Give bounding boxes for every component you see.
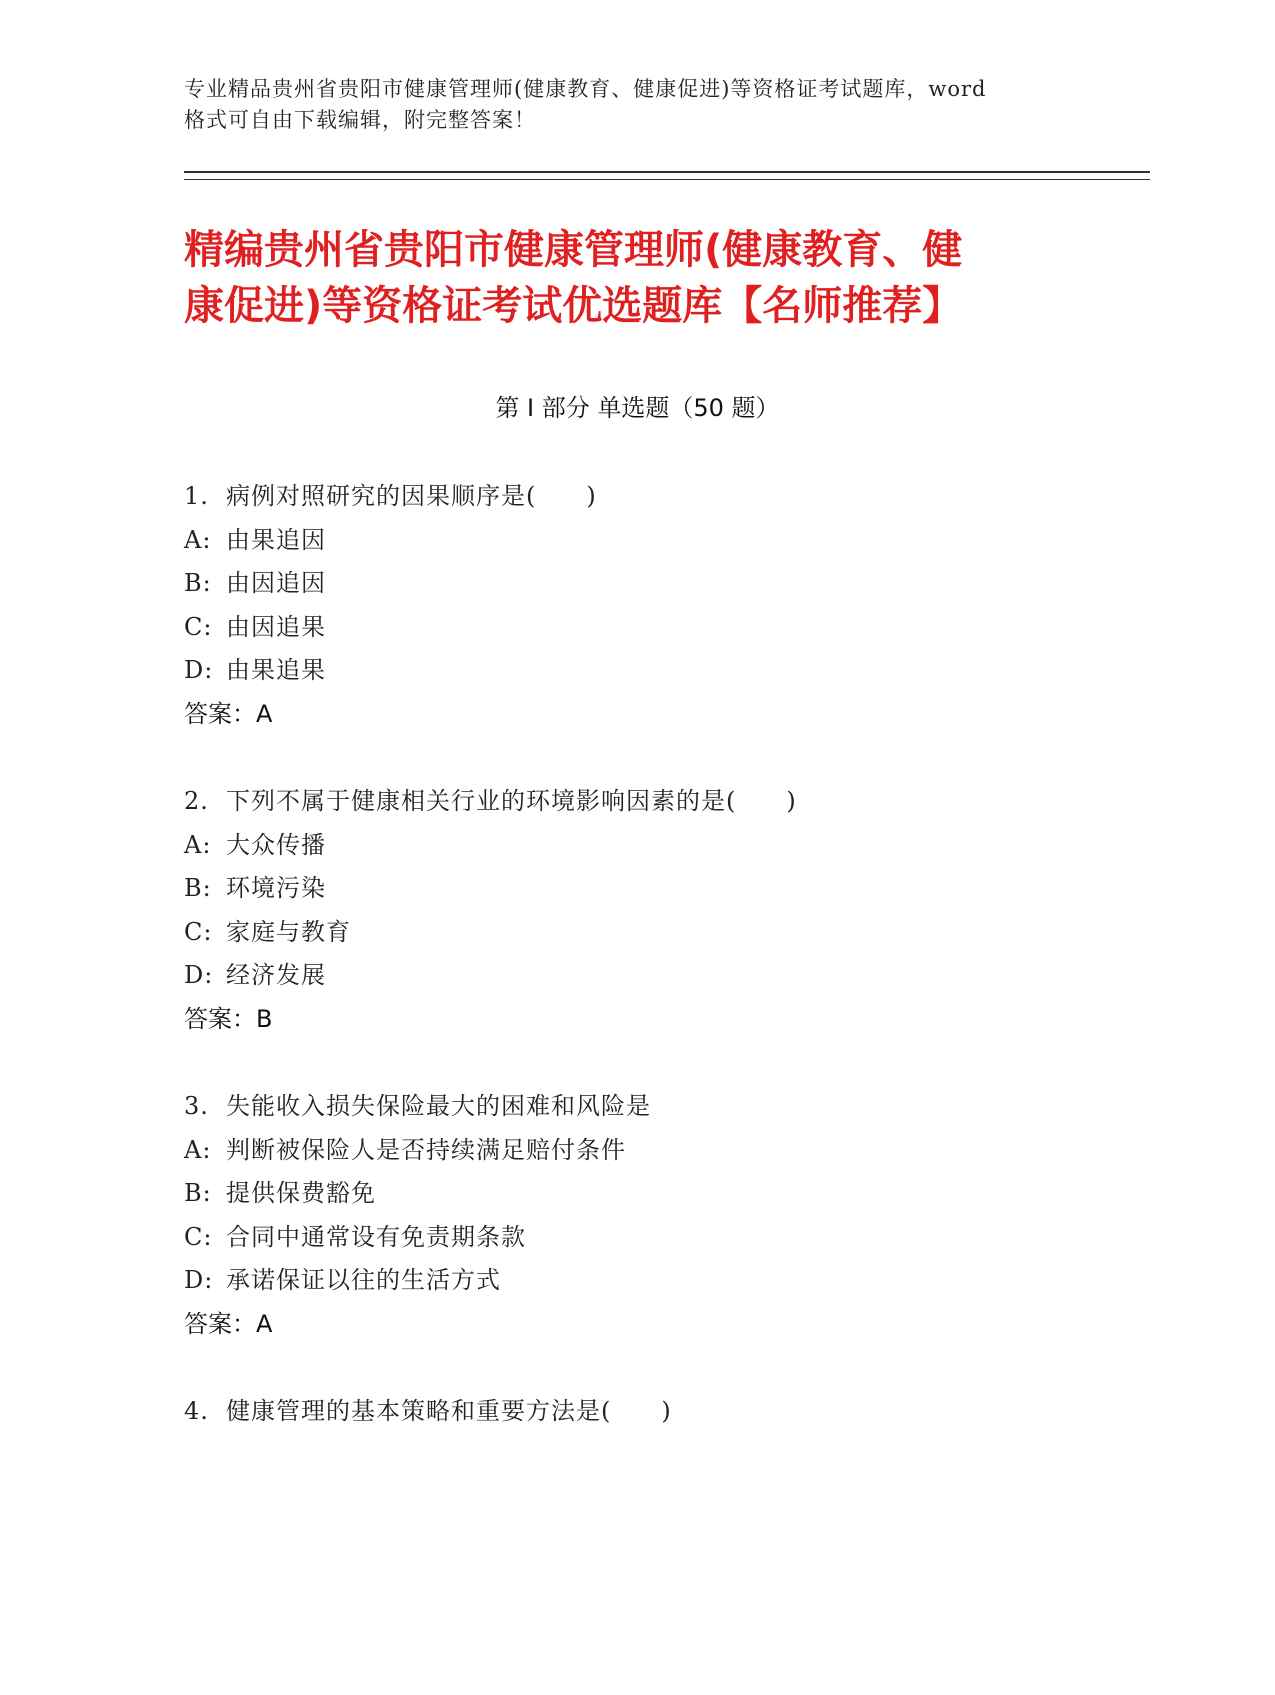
- question-stem: [184, 475, 1124, 519]
- option-label: B:: [184, 569, 212, 597]
- section-heading: 第 I 部分 单选题（50 题）: [495, 394, 780, 422]
- question-text: 健康管理的基本策略和重要方法是( ): [226, 1397, 672, 1425]
- question-list: [184, 475, 1124, 1695]
- option-a: [184, 519, 1124, 563]
- question-4: [184, 1390, 1124, 1695]
- option-text: 由果追果: [226, 656, 326, 684]
- option-label: C:: [184, 1222, 213, 1251]
- option-d: [184, 649, 1124, 693]
- option-text: 合同中通常设有免责期条款: [226, 1222, 526, 1251]
- option-label: A:: [184, 830, 212, 859]
- option-label: C:: [184, 917, 213, 946]
- document-title: [184, 222, 1084, 334]
- option-b: [184, 562, 1124, 606]
- question-2: [184, 780, 1124, 1085]
- option-label: D:: [184, 1266, 214, 1294]
- question-number: 1.: [184, 482, 209, 510]
- option-text: 由因追因: [226, 569, 326, 597]
- question-stem: [184, 780, 1124, 824]
- option-label: A:: [184, 525, 212, 554]
- option-d: [184, 1259, 1124, 1303]
- option-label: C:: [184, 612, 213, 641]
- header-rule-thick: [184, 171, 1150, 173]
- option-label: D:: [184, 656, 214, 684]
- option-label: D:: [184, 961, 214, 989]
- intro-text: [184, 74, 1084, 136]
- option-d: [184, 954, 1124, 998]
- option-b: [184, 1172, 1124, 1216]
- question-3: [184, 1085, 1124, 1390]
- question-number: 2.: [184, 787, 209, 815]
- option-b: [184, 867, 1124, 911]
- option-text: 家庭与教育: [226, 917, 351, 946]
- option-text: 由因追果: [226, 612, 326, 641]
- question-stem: [184, 1085, 1124, 1129]
- option-c: [184, 606, 1124, 650]
- option-c: [184, 1216, 1124, 1260]
- option-text: 承诺保证以往的生活方式: [226, 1266, 501, 1294]
- intro-line-1: 专业精品贵州省贵阳市健康管理师(健康教育、健康促进)等资格证考试题库，word: [184, 77, 987, 101]
- option-text: 提供保费豁免: [226, 1179, 376, 1207]
- option-text: 大众传播: [226, 830, 326, 859]
- question-1: [184, 475, 1124, 780]
- intro-line-2: 格式可自由下载编辑，附完整答案！: [184, 108, 536, 132]
- question-text: 病例对照研究的因果顺序是( ): [226, 482, 597, 510]
- option-text: 判断被保险人是否持续满足赔付条件: [226, 1135, 626, 1164]
- option-c: [184, 911, 1124, 955]
- question-text: 下列不属于健康相关行业的环境影响因素的是( ): [226, 787, 797, 815]
- answer-line: 答案：A: [184, 699, 273, 728]
- option-label: B:: [184, 1179, 212, 1207]
- option-text: 由果追因: [226, 525, 326, 554]
- header-rule-thin: [184, 179, 1150, 180]
- answer-line: 答案：A: [184, 1309, 273, 1338]
- option-label: B:: [184, 874, 212, 902]
- option-a: [184, 1129, 1124, 1173]
- title-line-1: 精编贵州省贵阳市健康管理师(健康教育、健: [184, 227, 963, 273]
- question-number: 3.: [184, 1092, 209, 1120]
- option-a: [184, 824, 1124, 868]
- question-stem: [184, 1390, 1124, 1434]
- answer-line: 答案：B: [184, 1004, 273, 1033]
- option-text: 环境污染: [226, 874, 326, 902]
- option-label: A:: [184, 1135, 212, 1164]
- title-line-2: 康促进)等资格证考试优选题库【名师推荐】: [184, 283, 963, 329]
- question-number: 4.: [184, 1397, 209, 1425]
- option-text: 经济发展: [226, 961, 326, 989]
- question-text: 失能收入损失保险最大的困难和风险是: [226, 1092, 651, 1120]
